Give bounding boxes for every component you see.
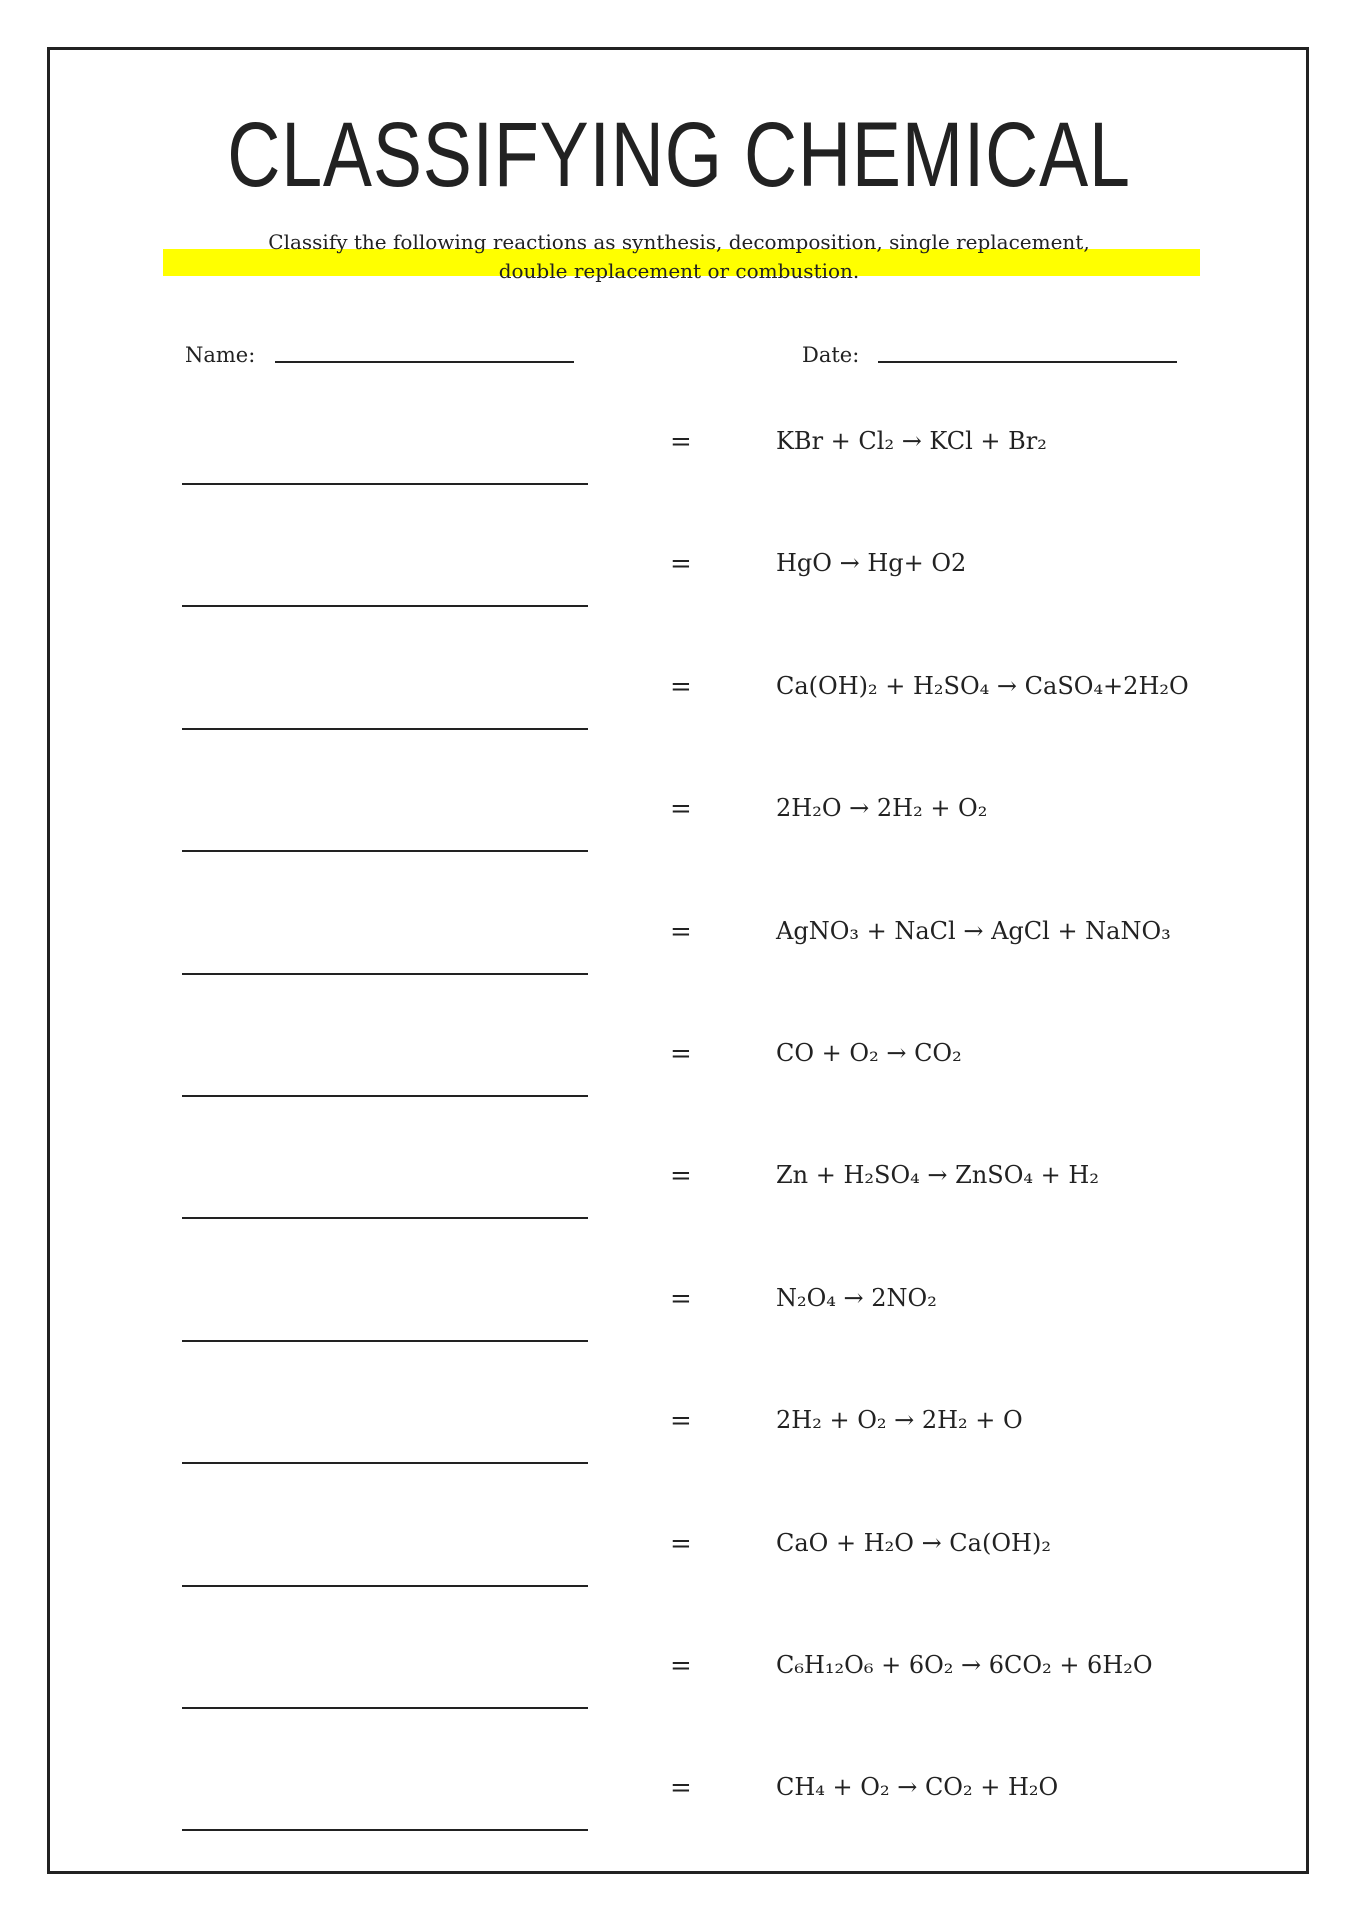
equals-sign: = — [670, 427, 692, 457]
equals-sign: = — [670, 1161, 692, 1192]
answer-field[interactable] — [182, 1340, 588, 1342]
instructions-line-1: Classify the following reactions as synthesis, decomposition, single replacement, — [268, 230, 1090, 254]
worksheet-title: CLASSIFYING CHEMICAL — [227, 104, 1131, 206]
date-label: Date: — [802, 343, 860, 367]
answer-field[interactable] — [182, 1585, 588, 1587]
reaction-row — [0, 1039, 1358, 1137]
reaction-row — [0, 1528, 1358, 1627]
reaction-row — [0, 794, 1358, 892]
name-field[interactable] — [275, 361, 574, 363]
reaction-equation: CaO + H₂O → Ca(OH)₂ — [776, 1528, 1051, 1557]
answer-field[interactable] — [182, 850, 588, 852]
reaction-equation: AgNO₃ + NaCl → AgCl + NaNO₃ — [776, 916, 1171, 945]
answer-field[interactable] — [182, 605, 588, 607]
reaction-row — [0, 916, 1358, 1015]
reaction-equation: Zn + H₂SO₄ → ZnSO₄ + H₂ — [776, 1161, 1099, 1190]
reaction-equation: CH₄ + O₂ → CO₂ + H₂O — [776, 1773, 1059, 1802]
equals-sign: = — [670, 1528, 692, 1559]
reaction-row — [0, 549, 1358, 647]
reaction-equation: Ca(OH)₂ + H₂SO₄ → CaSO₄+2H₂O — [776, 671, 1189, 700]
equals-sign: = — [670, 1651, 692, 1681]
equals-sign: = — [670, 1283, 692, 1314]
reaction-row — [0, 671, 1358, 770]
equals-sign: = — [670, 1773, 692, 1804]
reaction-row — [0, 1161, 1358, 1259]
answer-field[interactable] — [182, 1095, 588, 1097]
answer-field[interactable] — [182, 1217, 588, 1219]
instructions — [0, 228, 1358, 286]
reaction-row — [0, 1773, 1358, 1871]
equals-sign: = — [670, 549, 692, 580]
reaction-equation: KBr + Cl₂ → KCl + Br₂ — [776, 427, 1047, 455]
reaction-row — [0, 1406, 1358, 1504]
equals-sign: = — [670, 794, 692, 825]
equals-sign: = — [670, 916, 692, 947]
equals-sign: = — [670, 1406, 692, 1437]
equals-sign: = — [670, 671, 692, 702]
answer-field[interactable] — [182, 1829, 588, 1831]
instructions-line-2: double replacement or combustion. — [498, 259, 860, 283]
reaction-equation: CO + O₂ → CO₂ — [776, 1039, 962, 1067]
answer-field[interactable] — [182, 1707, 588, 1709]
answer-field[interactable] — [182, 1462, 588, 1464]
reaction-row — [0, 427, 1358, 525]
reaction-equation: HgO → Hg+ O2 — [776, 549, 967, 578]
equals-sign: = — [670, 1039, 692, 1069]
answer-field[interactable] — [182, 973, 588, 975]
answer-field[interactable] — [182, 483, 588, 485]
reaction-equation: C₆H₁₂O₆ + 6O₂ → 6CO₂ + 6H₂O — [776, 1651, 1153, 1679]
reaction-equation: 2H₂O → 2H₂ + O₂ — [776, 794, 988, 823]
reaction-row — [0, 1651, 1358, 1749]
reaction-equation: N₂O₄ → 2NO₂ — [776, 1283, 937, 1312]
reaction-equation: 2H₂ + O₂ → 2H₂ + O — [776, 1406, 1023, 1435]
answer-field[interactable] — [182, 728, 588, 730]
reaction-row — [0, 1283, 1358, 1382]
name-label: Name: — [185, 343, 256, 367]
date-field[interactable] — [878, 361, 1177, 363]
